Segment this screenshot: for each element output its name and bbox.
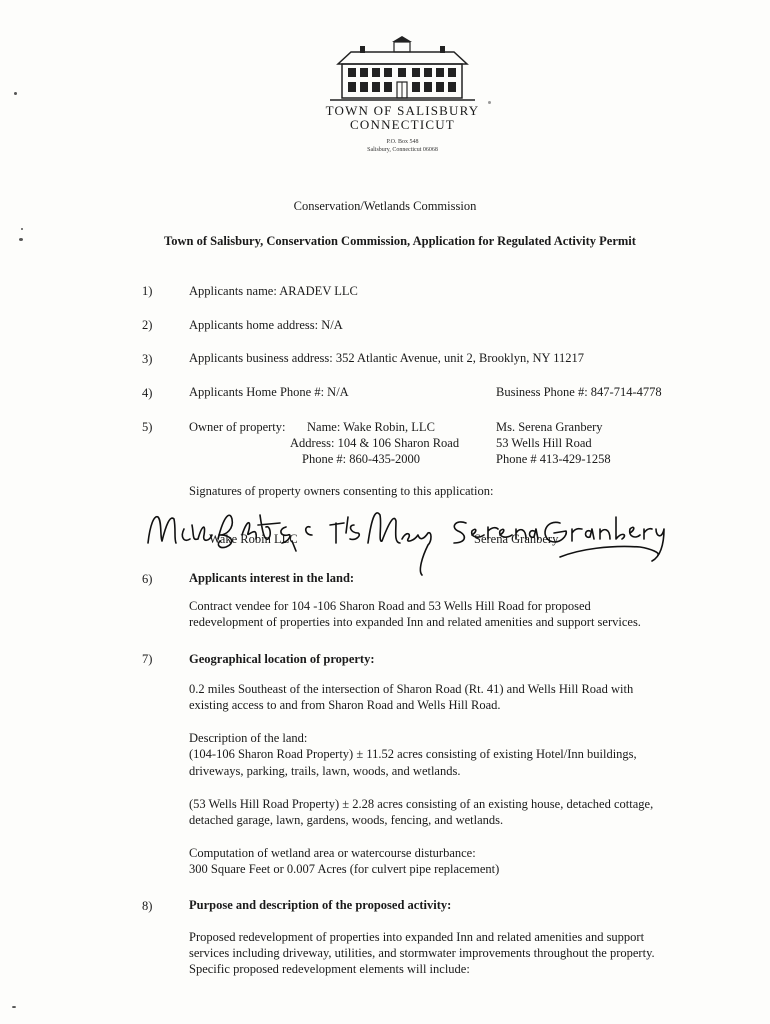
scan-speck — [12, 1006, 16, 1008]
owner-name: Name: Wake Robin, LLC — [307, 420, 435, 434]
item-number: 1) — [142, 284, 153, 298]
owner2-address: 53 Wells Hill Road — [496, 436, 592, 450]
interest-text-line-2: redevelopment of properties into expanded Inn and related amenities and support services. — [189, 615, 641, 629]
computation-label: Computation of wetland area or watercourse disturbance: — [189, 846, 476, 860]
owner-address: Address: 104 & 106 Sharon Road — [290, 436, 460, 450]
owner-phone: Phone #: 860-435-2000 — [302, 452, 421, 466]
location-text-line-2: existing access to and from Sharon Road and Wells Hill Road. — [189, 698, 501, 712]
applicant-home-address: Applicants home address: N/A — [189, 318, 343, 332]
description-line-3: (53 Wells Hill Road Property) ± 2.28 acres consisting of an existing house, detached cottage, — [189, 797, 654, 811]
letterhead-town: TOWN OF SALISBURY — [325, 103, 480, 118]
applicant-name: Applicants name: ARADEV LLC — [189, 284, 358, 298]
item-number: 2) — [142, 318, 153, 332]
purpose-heading: Purpose and description of the proposed activity: — [189, 898, 452, 912]
scan-speck — [21, 228, 23, 230]
description-line-4: detached garage, lawn, gardens, woods, fencing, and wetlands. — [189, 813, 504, 827]
description-line-2: driveways, parking, trails, lawn, woods, and wetlands. — [189, 764, 461, 778]
town-hall-seal-icon — [330, 40, 475, 102]
purpose-text-line-1: Proposed redevelopment of properties into expanded Inn and related amenities and support — [189, 930, 645, 944]
item-number: 7) — [142, 652, 153, 666]
scan-speck — [14, 92, 17, 95]
signature-1-printed: Wake Robin LLC — [209, 532, 298, 546]
applicant-business-address: Applicants business address: 352 Atlantic Avenue, unit 2, Brooklyn, NY 11217 — [189, 351, 584, 365]
interest-heading: Applicants interest in the land: — [189, 571, 355, 585]
form-title: Town of Salisbury, Conservation Commission, Application for Regulated Activity Permit — [164, 234, 636, 248]
scan-speck — [19, 238, 23, 241]
location-heading: Geographical location of property: — [189, 652, 375, 666]
purpose-text-line-2: services including driveway, utilities, and stormwater improvements throughout the property. — [189, 946, 655, 960]
owner-label: Owner of property: — [189, 420, 286, 434]
item-number: 8) — [142, 899, 153, 913]
applicant-home-phone: Applicants Home Phone #: N/A — [189, 385, 349, 399]
commission-name: Conservation/Wetlands Commission — [293, 199, 477, 213]
owner2-name: Ms. Serena Granbery — [496, 420, 603, 434]
item-number: 4) — [142, 386, 153, 400]
item-number: 5) — [142, 420, 153, 434]
letterhead-state: CONNECTICUT — [350, 117, 455, 132]
location-text-line-1: 0.2 miles Southeast of the intersection of Sharon Road (Rt. 41) and Wells Hill Road with — [189, 682, 634, 696]
description-label: Description of the land: — [189, 731, 308, 745]
item-number: 3) — [142, 352, 153, 366]
letterhead-city: Salisbury, Connecticut 06068 — [367, 147, 438, 153]
signatures-label: Signatures of property owners consenting to this application: — [189, 484, 494, 498]
computation-value: 300 Square Feet or 0.007 Acres (for culvert pipe replacement) — [189, 862, 500, 876]
description-line-1: (104-106 Sharon Road Property) ± 11.52 acres consisting of existing Hotel/Inn buildings, — [189, 747, 637, 761]
owner2-phone: Phone # 413-429-1258 — [496, 452, 611, 466]
signature-2-printed: Serena Granbery — [474, 532, 559, 546]
item-number: 6) — [142, 572, 153, 586]
applicant-business-phone: Business Phone #: 847-714-4778 — [496, 385, 662, 399]
purpose-text-line-3: Specific proposed redevelopment elements will include: — [189, 962, 470, 976]
interest-text-line-1: Contract vendee for 104 -106 Sharon Road and 53 Wells Hill Road for proposed — [189, 599, 591, 613]
letterhead-po-box: P.O. Box 548 — [386, 139, 419, 145]
